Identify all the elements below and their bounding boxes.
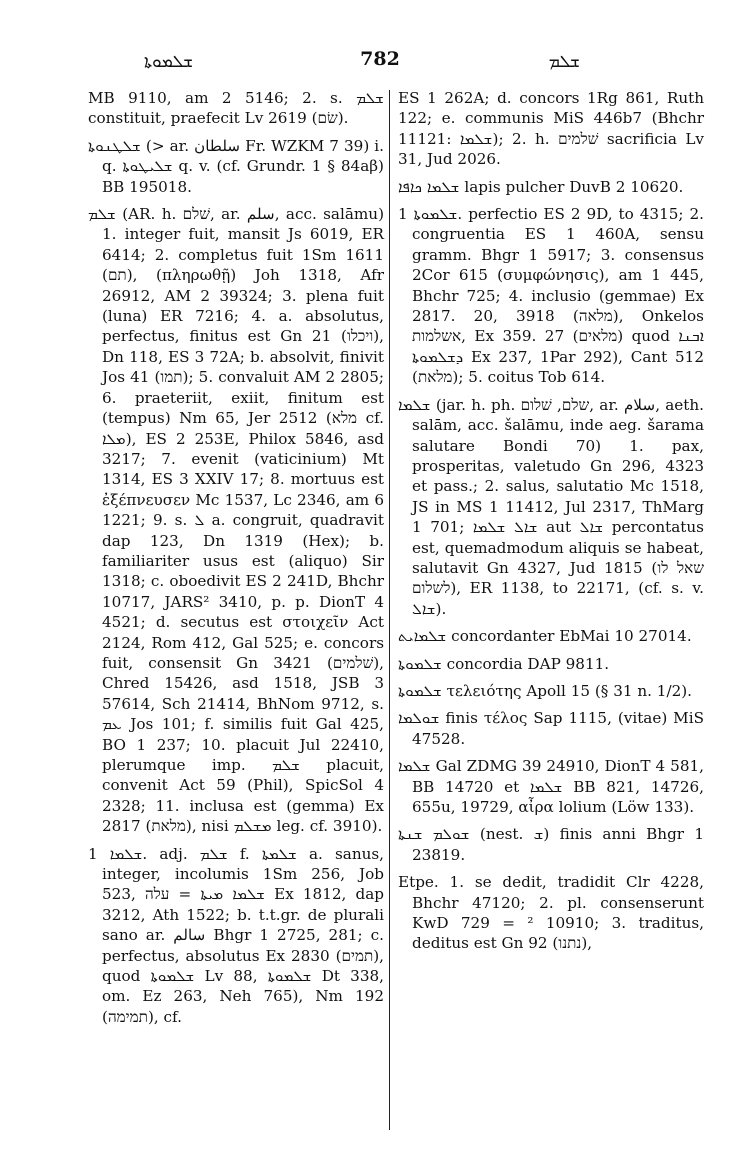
entry: MB 9110, am 2 5146; 2. s. ܫܠܡ constituit, praefecit Lv 2619 (שׂם). <box>88 89 384 128</box>
entry: ܫܠܡܘܬܐ concordia DAP 9811. <box>398 654 610 673</box>
header-right-word: ܫܠܡ <box>548 52 580 72</box>
entry: ܫܠܡܐ (jar. h. ph. שלם, שׁלום, ar. سلام, aeth. salām, acc. šalāmu, inde aeg. šarama salutare Bondi 70) 1. pax, prosperitas, valetudo Gn 296, 4323 et pass.; 2. salus, salutatio Mc 1518, JS in MS 1 11412, Jul 2317, ThMarg 1 701; ܫܐܠ ܫܠܡܐ aut ܫܐܠ percontatus est, quemadmodum aliquis se habeat, salutavit Gn 4327, Jud 1815 (שאל לו לשלום), ER 1138, to 22171, (cf. s. v. ܫܐܠ). <box>398 395 704 618</box>
page-number: 782 <box>360 48 400 70</box>
running-header <box>60 48 700 78</box>
entry: ܫܠܡܐ 1. adj. ܫܠܡ f. ܫܠܡܬܐ a. sanus, integer, incolumis 1Sm 256, Job 523, ܫܠܡܐ ܡܝܬܐ = עלה Ex 1812, dap 3212, Ath 1522; b. t.t.gr. de plurali sano ar. سالم Bhgr 1 2725, 281; c. perfectus, absolutus Ex 2830 (תמים), quod ܫܠܡܘܬܐ Lv 88, ܫܠܡܘܬܐ Dt 338, om. Ez 263, Neh 765), Nm 192 (תמימה), cf. <box>88 844 385 1026</box>
entry: ܫܠܡ (AR. h. שׁלם, ar. سلم, acc. salāmu) 1. integer fuit, mansit Js 6019, ER 6414; 2. completus fuit 1Sm 1611 (תם), (πληρωθῇ) Joh 1318, Afr 26912, AM 2 39324; 3. plena fuit (luna) ER 7216; 4. a. absolutus, perfectus, finitus est Gn 21 (ויכלו), Dn 118, ES 3 72A; b. absolvit, finivit Jos 41 (תמו); 5. convaluit AM 2 2805; 6. praeteriit, exiit, finitum est (tempus) Nm 65, Jer 2512 (מלא cf. ܡܠܐ), ES 2 253E, Philox 5846, asd 3217; 7. evenit (vaticinium) Mt 1314, ES 3 XXIV 17; 8. mortuus est ἐξέπνευσεν Mc 1537, Lc 2346, am 6 1221; 9. s. ܠ a. congruit, quadravit dap 123, Dn 1319 (Hex); b. familiariter usus est (aliquo) Sir 1318; c. oboedivit ES 2 241D, Bhchr 10717, JARS² 3410, p. p. DionT 4 4521; d. secutus est στοιχεῖν Act 2124, Rom 412, Gal 525; e. concors fuit, consensit Gn 3421 (שׁלמים), Chred 15426, asd 1518, JSB 3 57614, Sch 21414, BhNom 9712, s. ܥܡ Jos 101; f. similis fuit Gal 425, BO 1 237; 10. placuit Jul 22410, plerumque imp. ܫܠܡ placuit, convenit Act 59 (Phil), SpicSol 4 2328; 11. inclusa est (gemma) Ex 2817 (מלאת), nisi ܡܫܠܡ leg. cf. 3910). <box>88 205 385 836</box>
entry: ܫܠܛܢܘܬܐ (> ar. سلطان Fr. WZKM 7 39) i. q. ܫܠܝܛܘܬܐ q. v. (cf. Grundr. 1 § 84aβ) BB 195018. <box>88 136 384 196</box>
entry: ܫܠܡܘܬܐ τελειότης Apoll 15 (§ 31 n. 1/2). <box>398 681 692 700</box>
left-column <box>88 88 384 1034</box>
right-column <box>398 88 704 961</box>
entry: Etpe. 1. se dedit, tradidit Clr 4228, Bhchr 47120; 2. pl. consenserunt KwD 729 = ² 10910; 3. traditus, deditus est Gn 92 (נתנו), <box>398 873 704 953</box>
entry: ܫܠܡܘܬܐ 1. perfectio ES 2 9D, to 4315; 2. congruentia ES 1 460A, sensu gramm. Bhgr 1 5917; 3. consensus 2Cor 615 (συμφώνησις), am 1 445, Bhchr 725; 4. inclusio (gemmae) Ex 2817. 20, 3918 (מלאה), Onkelos אשלמות, Ex 359. 27 (מלאים) quod ܐܒܢܐ ܕܫܠܡܘܬܐ Ex 237, 1Par 292), Cant 512 (מלאת); 5. coitus Tob 614. <box>398 205 705 387</box>
entry: ܫܠܡܐܝܬ concordanter EbMai 10 27014. <box>398 627 692 646</box>
entry: ܫܠܡܐ ܟܐܦܐ lapis pulcher DuvB 2 10620. <box>398 177 684 196</box>
entry: ܫܠܡܐ Gal ZDMG 39 24910, DionT 4 581, BB 14720 et ܫܠܡܐ BB 821, 14726, 655u, 19729, αἶρα lolium (Löw 133). <box>398 757 704 816</box>
entry: ܫܘܠܡ ܫܢܬܐ (nest. ܫ) finis anni Bhgr 1 23819. <box>398 825 704 864</box>
entry: ܫܘܠܡܐ finis τέλος Sap 1115, (vitae) MiS 47528. <box>398 709 704 748</box>
entry: ES 1 262A; d. concors 1Rg 861, Ruth 122; e. communis MiS 446b7 (Bhchr 11121: ܫܠܡܐ); 2. h. שׁלמים sacrificia Lv 31, Jud 2026. <box>398 89 705 169</box>
column-divider <box>389 90 390 1130</box>
header-left-word: ܫܠܡܘܬܐ <box>144 52 194 72</box>
